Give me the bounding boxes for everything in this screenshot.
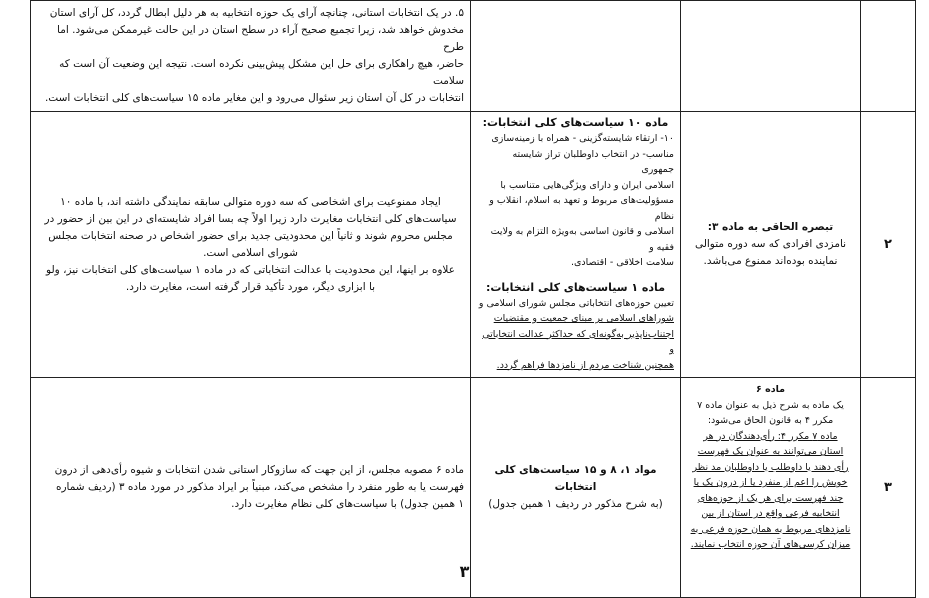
analysis-line: ۵. در یک انتخابات استانی، چنانچه آرای یک حوزه انتخابیه به هر دلیل ابطال گردد، کل آرای استان (49, 7, 464, 19)
policy-line: مواد ۱، ۸ و ۱۵ سیاست‌های کلی انتخابات (494, 464, 657, 493)
proposal-line: نامزدی افرادی که سه دوره متوالی (694, 238, 847, 250)
policy-line: اسلامی ایران و دارای ویژگی‌هایی متناسب با (500, 179, 674, 191)
proposal-line: چند فهرست برای هر یک از حوزه‌های (697, 492, 844, 504)
proposal-line: خویش را اعم از منفرد یا از درون یک یا (693, 477, 848, 488)
policy-heading: ماده ۱ سیاست‌های کلی انتخابات: (485, 280, 666, 294)
analysis-line: حاضر، هیچ راهکاری برای حل این مشکل پیش‌بینی نکرده است. نتیجه این وضعیت آن است که سلامت (59, 58, 464, 87)
analysis-cell (31, 112, 471, 378)
proposal-line: میزان کرسی‌های آن حوزه انتخاب نمایند. (690, 539, 851, 550)
analysis-line: انتخابات در کل آن استان زیر سئوال می‌رود و این مغایر ماده ۱۵ سیاست‌های کلی انتخابات است. (44, 92, 464, 104)
analysis-line: شورای اسلامی است. (203, 246, 298, 259)
policy-line: همچنین شناخت مردم از نامزدها فراهم گردد. (496, 359, 674, 371)
proposal-line: نامزدهای مربوط به همان حوزه فرعی به (690, 523, 851, 535)
proposal-line: استان می‌توانند به عنوان یک فهرست (697, 446, 844, 457)
policy-line: تعیین حوزه‌های انتخاباتی مجلس شورای اسلامی و (478, 297, 674, 309)
proposal-line: یک ماده به شرح ذیل به عنوان ماده ۷ (697, 399, 844, 411)
policy-line: اجتناب‌ناپذیر به‌گونه‌ای که حداکثر عدالت انتخاباتی و (482, 328, 674, 355)
row-number-cell: ۲ (861, 112, 916, 378)
policy-line: مناسب- در انتخاب داوطلبان تراز شایسته جمهوری (512, 148, 674, 175)
analysis-line: مخدوش خواهد شد، زیرا تجمیع صحیح آراء در سطح استان در این حالت غیرممکن می‌شود. اما طرح (57, 24, 464, 53)
policy-line: سلامت اخلاقی - اقتصادی. (570, 257, 674, 268)
table-row (31, 112, 916, 378)
row-number-cell (861, 1, 916, 112)
page-number: ۳ (459, 562, 470, 581)
proposal-line: انتخابیه فرعی واقع در استان از بین (701, 508, 840, 519)
policy-line: اسلامی و قانون اساسی به‌ویژه التزام به ولایت فقیه و (490, 226, 674, 253)
proposal-title: ماده ۶ (755, 384, 786, 395)
policy-heading: ماده ۱۰ سیاست‌های کلی انتخابات: (482, 116, 669, 129)
policy-line: (به شرح مذکور در ردیف ۱ همین جدول) (488, 498, 663, 510)
analysis-line: فهرست یا به طور منفرد را مشخص می‌کند، مبنیاً بر ایراد مذکور در مورد ماده ۳ (ردیف شماره (55, 481, 464, 493)
analysis-line: مجلس محروم شوند و ثانیاً این محدودیتی جدید برای حضور اشخاص در صحنه انتخابات مجلس (48, 229, 453, 242)
proposal-cell (681, 112, 861, 378)
analysis-line: علاوه بر اینها، این محدودیت با عدالت انتخاباتی که در ماده ۱ سیاست‌های کلی انتخابات نیز، ولو (46, 263, 455, 276)
proposal-line: رأی دهند یا داوطلب یا داوطلبان مد نظر (692, 461, 849, 473)
proposal-cell (681, 1, 861, 112)
analysis-cell (31, 1, 471, 112)
table-row (31, 1, 916, 112)
proposal-line: نماینده بوده‌اند ممنوع می‌باشد. (703, 255, 838, 267)
proposal-line: ماده ۷ مکرر ۴: رأی‌دهندگان در هر (703, 430, 838, 442)
policy-line: مسؤولیت‌های مربوط و تعهد به اسلام، انقلاب و نظام (489, 195, 674, 222)
analysis-line: سیاست‌های کلی انتخابات مغایرت دارد زیرا اولاً چه بسا افراد شایسته‌ای در این بین از حضور در (44, 212, 457, 225)
policy-cell (471, 112, 681, 378)
policy-line: ۱۰- ارتقاء شایسته‌گزینی - همراه با زمینه‌سازی (491, 133, 674, 144)
review-table (30, 0, 916, 598)
policy-cell (471, 1, 681, 112)
proposal-line: مکرر ۴ به قانون الحاق می‌شود: (707, 415, 834, 426)
analysis-line: ایجاد ممنوعیت برای اشخاصی که سه دوره متوالی سابقه نمایندگی داشته اند، با ماده ۱۰ (60, 195, 441, 208)
analysis-line: ۱ همین جدول) با سیاست‌های کلی نظام مغایرت دارد. (231, 498, 464, 510)
analysis-line: ماده ۶ مصوبه مجلس، از این جهت که سازوکار استانی شدن انتخابات و شیوه رأی‌دهی از درون (54, 464, 464, 476)
proposal-title: تبصره الحاقی به ماده ۳: (707, 221, 834, 233)
analysis-line: با ابزاری دیگر، مورد تأکید قرار گرفته است، مغایرت دارد. (125, 280, 376, 293)
row-number-cell: ۳ (861, 378, 916, 598)
policy-line: شوراهای اسلامی بر مبنای جمعیت و مقتضیات (493, 313, 674, 324)
